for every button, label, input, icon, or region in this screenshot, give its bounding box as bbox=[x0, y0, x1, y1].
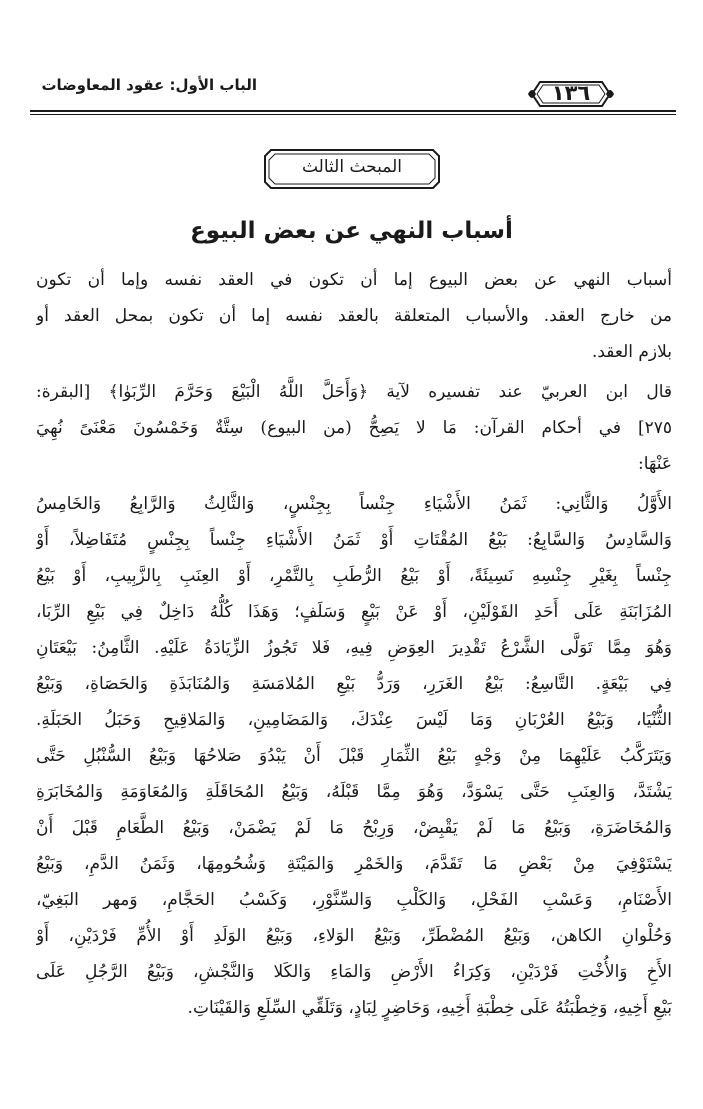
text-line: قال ابن العربيّ عند تفسيره لآية ﴿وَأَحَلَّ اللَّهُ الْبَيْعَ وَحَرَّمَ الرِّبَوٰا﴾ [البقرة: bbox=[36, 382, 672, 402]
text-line: وَالسَّادِسُ وَالسَّابِعُ: بَيْعُ المُقْتَاتِ أَوْ ثَمَنُ الأَشْيَاءِ جِنْساً بِجِنْسٍ مُتَفَاضِلاً، أَوْ bbox=[36, 530, 672, 550]
text-line: فِي بَيْعَةٍ. التَّاسِعُ: بَيْعُ الغَرَرِ، وَرَدُّ بَيْعِ المُلامَسَةِ وَالمُنَابَذَةِ وَالحَصَاةِ، وَبَيْعُ bbox=[36, 674, 672, 694]
section-label-box bbox=[263, 148, 441, 190]
text-line: يَشْتَدَّ، وَالعِنَبِ حَتَّى يَسْوَدَّ، وَهُوَ مِمَّا قَبْلَهُ، وَبَيْعُ المُحَاقَلَةِ وَالمُعَاوَمَةِ وَالمُخَابَرَةِ bbox=[36, 782, 672, 802]
header-divider-thin bbox=[30, 114, 676, 115]
text-line: وَيَتَرَكَّبُ عَلَيْهِمَا مِنْ وَجْهٍ بَيْعُ الثِّمَارِ قَبْلَ أَنْ يَبْدُوَ صَلاحُهَا وَبَيْعُ السُّنْبُلِ حَتَّى bbox=[36, 746, 672, 766]
section-label: المبحث الثالث bbox=[301, 157, 403, 177]
text-line: يَسْتَوْفِيَ مِنْ بَعْضِ مَا تَقَدَّمَ، وَالخَمْرِ وَالمَيْتَةِ وَشُحُومِهَا، وَثَمَنُ الدَّمِ، وَبَيْعُ bbox=[36, 854, 672, 874]
header-divider bbox=[30, 110, 676, 112]
section-title: أسباب النهي عن بعض البيوع bbox=[190, 218, 513, 244]
text-line: وَحُلْوانِ الكاهن، وَبَيْعُ المُضْطَرِّ، وَبَيْعُ الوَلاءِ، وَبَيْعُ الوَلَدِ أَوْ الأُمِّ فَرْدَيْنِ، أَوْ bbox=[36, 926, 672, 946]
paragraph-intro bbox=[36, 262, 672, 370]
text-line: الأَوَّلُ وَالثَّانِي: ثَمَنُ الأَشْيَاءِ جِنْساً بِجِنْسٍ، وَالثَّالِثُ وَالرَّابِعُ وَالخَامِسُ bbox=[36, 494, 672, 514]
text-line: الأَخِ وَالأُخْتِ فَرْدَيْنِ، وَكِرَاءُ الأَرْضِ وَالمَاءِ وَالكَلا وَالنَّجْشِ، وَبَيْعُ الرَّجُلِ عَلَى bbox=[36, 962, 672, 982]
text-line: ٢٧٥] في أحكام القرآن: مَا لا يَصِحُّ (من البيوع) سِتَّةٌ وَخَمْسُونَ مَعْنَىً نُهِيَ bbox=[36, 418, 672, 438]
paragraph-list bbox=[36, 486, 672, 1026]
text-line: بَيْعِ أَخِيهِ، وَخِطْبَتُهُ عَلَى خِطْبَةِ أَخِيهِ، وَحَاضِرٍ لِبَادٍ، وَتَلَقِّي السِّلَعِ وَالقَيْنَاتِ. bbox=[187, 998, 672, 1018]
text-line: الثُّنْيَا، وَبَيْعُ العُرْبَانِ وَمَا لَيْسَ عِنْدَكَ، وَالمَضَامِينِ، وَالمَلاقِيحِ وَحَبَلُ الحَبَلَةِ. bbox=[36, 710, 672, 730]
page-number-badge bbox=[526, 76, 616, 112]
paragraph-quote bbox=[36, 374, 672, 482]
text-line: المُزَابَنَةِ عَلَى أَحَدِ القَوْلَيْنِ، أَوْ عَنْ بَيْعٍ وَسَلَفٍ؛ وَهَذَا كُلُّهُ دَاخِلٌ فِي بَيْعِ الرِّبَا، bbox=[36, 602, 672, 622]
text-line: وَالمُخَاضَرَةِ، وَبَيْعُ مَا لَمْ يَقْبِضْ، وَرِبْحُ مَا لَمْ يَضْمَنْ، وَبَيْعُ الطَّعَامِ قَبْلَ أَنْ bbox=[36, 818, 672, 838]
text-line: أسباب النهي عن بعض البيوع إما أن تكون في العقد نفسه وإما أن تكون bbox=[36, 270, 672, 290]
text-line: الأَصْنَامِ، وَعَسْبِ الفَحْلِ، وَالكَلْبِ وَالسِّنَّوْرِ، وَكَسْبُ الحَجَّامِ، وَمهر البَغِيّ، bbox=[36, 890, 672, 910]
text-line: من خارج العقد. والأسباب المتعلقة بالعقد نفسه إما أن تكون بمحل العقد أو bbox=[36, 306, 672, 326]
text-line: بلازم العقد. bbox=[591, 342, 672, 362]
text-line: جِنْساً بِغَيْرِ جِنْسِهِ نَسِيئَةً، أَوْ بَيْعُ الرُّطَبِ بِالتَّمْرِ، أَوْ العِنَبِ بِالزَّبِيبِ، أَوْ بَيْعُ bbox=[36, 566, 672, 586]
text-line: وَهُوَ مِمَّا تَوَلَّى الشَّرْعُ تَقْدِيرَ العِوَضِ فِيهِ، فَلا تَجُوزُ الزِّيَادَةُ عَلَيْهِ. الثَّامِنُ: بَيْعَتَانِ bbox=[36, 638, 672, 658]
page-number: ١٣٦ bbox=[551, 81, 591, 105]
text-line: عَنْهَا: bbox=[637, 454, 672, 474]
chapter-title: الباب الأول: عقود المعاوضات bbox=[41, 76, 257, 94]
